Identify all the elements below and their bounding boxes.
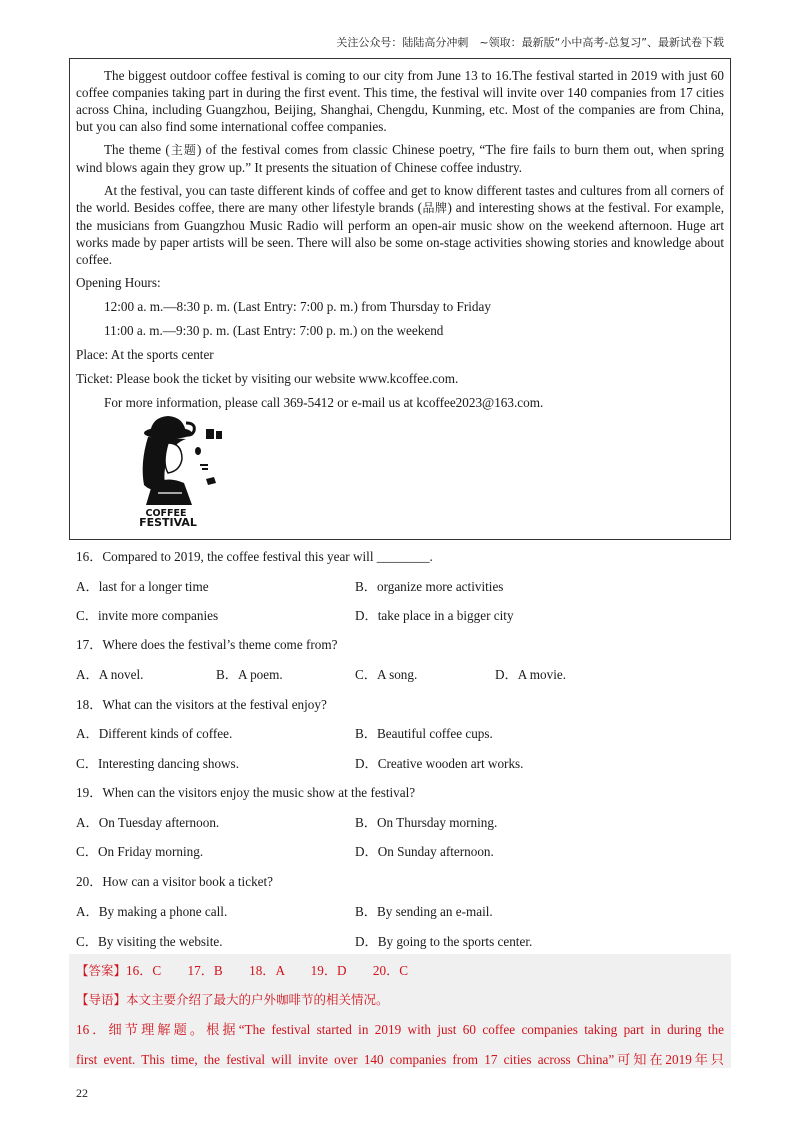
contact-info: For more information, please call 369-5412 or e-mail us at kcoffee2023@163.com.	[104, 395, 544, 410]
opening-hours-weekend: 11:00 a. m.—9:30 p. m. (Last Entry: 7:00 p. m.) on the weekend	[104, 323, 444, 338]
option-19a[interactable]: A．On Tuesday afternoon.	[76, 815, 220, 830]
reading-passage-box	[69, 58, 731, 540]
page-number: 22	[76, 1086, 88, 1100]
page-header: 关注公众号：陆陆高分冲刺 ~领取：最新版“小中高考-总复习”、最新试卷下载	[336, 36, 724, 49]
question-18: 18．What can the visitors at the festival enjoy?	[76, 697, 327, 712]
answer-explanation-line-1: 16．细节理解题。根据“The festival started in 2019 with just 60 coffee companies taking part in during the	[76, 1022, 725, 1037]
option-18c[interactable]: C．Interesting dancing shows.	[76, 756, 239, 771]
coffee-festival-logo-icon	[122, 413, 252, 527]
option-19d[interactable]: D．On Sunday afternoon.	[355, 844, 494, 859]
passage-paragraph-2: The theme (主题) of the festival comes from classic Chinese poetry, “The fire fails to burn them out, when spring wind blows again they grow up.” It presents the situation of Chinese coffee industry.	[76, 142, 724, 175]
ticket-info: Ticket: Please book the ticket by visiting our website www.kcoffee.com.	[76, 371, 459, 386]
option-17d[interactable]: D．A movie.	[495, 667, 567, 682]
option-16d[interactable]: D．take place in a bigger city	[355, 608, 514, 623]
option-16b[interactable]: B．organize more activities	[355, 579, 504, 594]
logo-text-coffee: COFFEE	[145, 508, 187, 519]
opening-hours-weekday: 12:00 a. m.—8:30 p. m. (Last Entry: 7:00 p. m.) from Thursday to Friday	[104, 299, 491, 314]
question-16: 16．Compared to 2019, the coffee festival this year will ________.	[76, 549, 433, 564]
option-18d[interactable]: D．Creative wooden art works.	[355, 756, 524, 771]
option-20a[interactable]: A．By making a phone call.	[76, 904, 228, 919]
option-19b[interactable]: B．On Thursday morning.	[355, 815, 498, 830]
answer-guide: 【导语】本文主要介绍了最大的户外咖啡节的相关情况。	[76, 992, 389, 1007]
option-20d[interactable]: D．By going to the sports center.	[355, 934, 533, 949]
option-18b[interactable]: B．Beautiful coffee cups.	[355, 726, 493, 741]
option-16c[interactable]: C．invite more companies	[76, 608, 219, 623]
place-info: Place: At the sports center	[76, 347, 214, 362]
question-17: 17．Where does the festival’s theme come from?	[76, 637, 338, 652]
option-17a[interactable]: A．A novel.	[76, 667, 144, 682]
question-20: 20．How can a visitor book a ticket?	[76, 874, 274, 889]
option-19c[interactable]: C．On Friday morning.	[76, 844, 204, 859]
option-18a[interactable]: A．Different kinds of coffee.	[76, 726, 233, 741]
passage-paragraph-1: The biggest outdoor coffee festival is coming to our city from June 13 to 16.The festival started in 2019 with just 60 coffee companies taking part in during the first event. This time, the festival will invite over 140 companies from 17 cities across China, including Guangzhou, Beijing, Shanghai, Chengdu, Kunming, etc. Most of the companies are from China, but you can also find some international coffee companies.	[76, 68, 724, 134]
logo-text-festival: FESTIVAL	[139, 516, 197, 527]
option-16a[interactable]: A．last for a longer time	[76, 579, 209, 594]
opening-hours-label: Opening Hours:	[76, 275, 161, 290]
passage-paragraph-3: At the festival, you can taste different kinds of coffee and get to know different tastes and cultures from all corners of the world. Besides coffee, there are many other lifestyle brands (品牌) and interesting shows at the festival. For example, the musicians from Guangzhou Music Radio will perform an open-air music show on the weekend afternoon. Huge art works made by paper artists will be seen. There will also be some on-stage activities showing stories and knowledge about coffee.	[76, 183, 724, 267]
option-17b[interactable]: B．A poem.	[216, 667, 283, 682]
option-17c[interactable]: C．A song.	[355, 667, 418, 682]
answer-keys: 【答案】16．C 17．B 18．A 19．D 20．C	[76, 963, 409, 978]
option-20c[interactable]: C．By visiting the website.	[76, 934, 223, 949]
question-19: 19．When can the visitors enjoy the music show at the festival?	[76, 785, 416, 800]
option-20b[interactable]: B．By sending an e-mail.	[355, 904, 493, 919]
answer-explanation-line-2: first event. This time, the festival will invite over 140 companies from 17 cities across China”可知在2019年只	[76, 1052, 724, 1067]
